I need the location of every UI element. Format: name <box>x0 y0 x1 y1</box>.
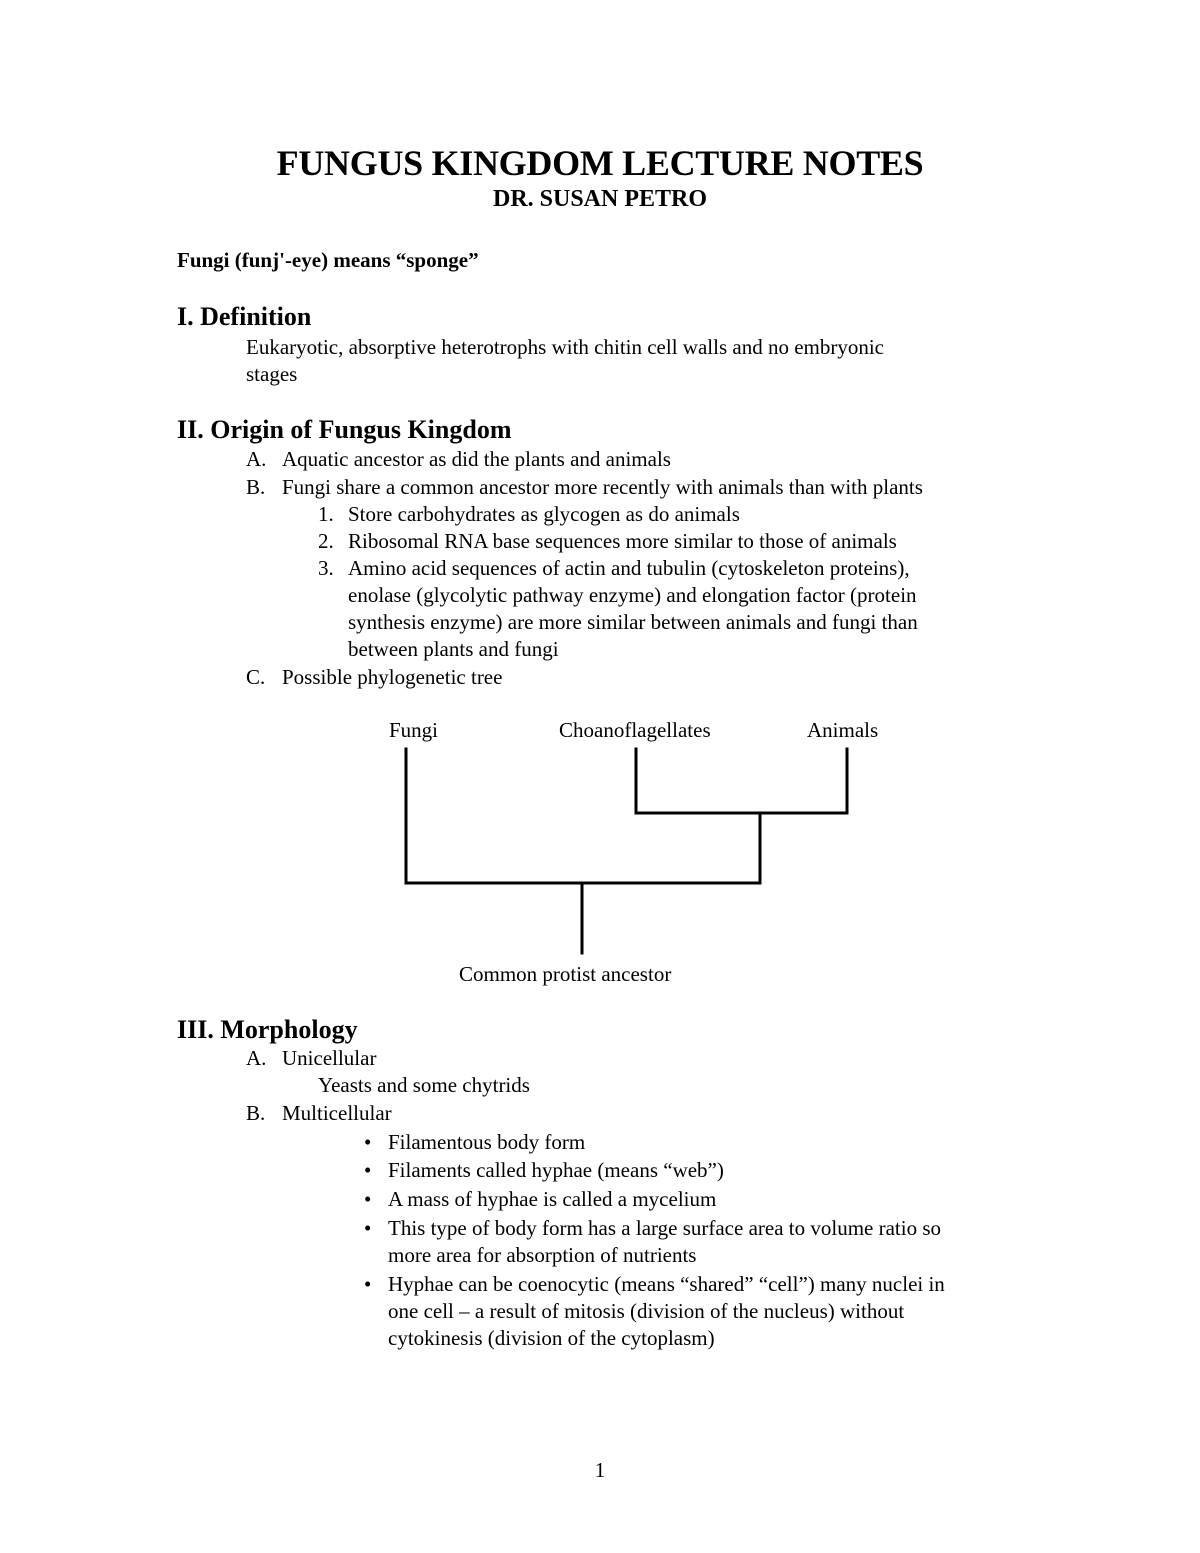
definition-line-2: stages <box>246 362 298 386</box>
intro-line: Fungi (funj'-eye) means “sponge” <box>177 248 479 272</box>
heading-definition: I. Definition <box>177 302 312 331</box>
tree-label-fungi: Fungi <box>389 718 439 742</box>
origin-b1-marker: 1. <box>318 502 334 526</box>
bullet-5-line-2: one cell – a result of mitosis (division of the nucleus) without <box>388 1299 905 1323</box>
bullet-1-line-1: Filamentous body form <box>388 1130 586 1154</box>
origin-a-text: Aquatic ancestor as did the plants and animals <box>282 447 671 471</box>
origin-b3-marker: 3. <box>318 556 334 580</box>
page-title: FUNGUS KINGDOM LECTURE NOTES <box>276 143 924 183</box>
origin-b-marker: B. <box>246 475 266 499</box>
morph-a-sub: Yeasts and some chytrids <box>318 1073 530 1097</box>
origin-b3-line-3: synthesis enzyme) are more similar between animals and fungi than <box>348 610 918 634</box>
origin-b3-line-1: Amino acid sequences of actin and tubulin (cytoskeleton proteins), <box>348 556 910 580</box>
bullet-dot: • <box>364 1216 372 1240</box>
bullet-dot: • <box>364 1272 372 1296</box>
bullet-2-line-1: Filaments called hyphae (means “web”) <box>388 1158 724 1182</box>
origin-a-marker: A. <box>246 447 267 471</box>
origin-b-text: Fungi share a common ancestor more recently with animals than with plants <box>282 475 923 499</box>
bullet-dot: • <box>364 1130 372 1154</box>
bullet-3-line-1: A mass of hyphae is called a mycelium <box>388 1187 717 1211</box>
tree-label-animals: Animals <box>807 718 879 742</box>
definition-line-1: Eukaryotic, absorptive heterotrophs with chitin cell walls and no embryonic <box>246 335 884 359</box>
morph-a-text: Unicellular <box>282 1046 377 1070</box>
heading-morphology: III. Morphology <box>177 1015 358 1044</box>
origin-b1-text: Store carbohydrates as glycogen as do animals <box>348 502 740 526</box>
morph-a-marker: A. <box>246 1046 267 1070</box>
origin-b3-line-2: enolase (glycolytic pathway enzyme) and elongation factor (protein <box>348 583 917 607</box>
origin-c-marker: C. <box>246 665 266 689</box>
heading-origin: II. Origin of Fungus Kingdom <box>177 415 512 444</box>
bullet-4-line-2: more area for absorption of nutrients <box>388 1243 697 1267</box>
origin-c-text: Possible phylogenetic tree <box>282 665 503 689</box>
bullet-dot: • <box>364 1158 372 1182</box>
bullet-4-line-1: This type of body form has a large surface area to volume ratio so <box>388 1216 942 1240</box>
origin-b2-marker: 2. <box>318 529 334 553</box>
origin-b3-line-4: between plants and fungi <box>348 637 559 661</box>
author-name: DR. SUSAN PETRO <box>492 186 708 212</box>
origin-b2-text: Ribosomal RNA base sequences more similar to those of animals <box>348 529 897 553</box>
tree-label-choanoflagellates: Choanoflagellates <box>559 718 711 742</box>
page-number: 1 <box>594 1458 606 1482</box>
bullet-5-line-1: Hyphae can be coenocytic (means “shared” “cell”) many nuclei in <box>388 1272 945 1296</box>
bullet-5-line-3: cytokinesis (division of the cytoplasm) <box>388 1326 715 1350</box>
bullet-dot: • <box>364 1187 372 1211</box>
morph-b-text: Multicellular <box>282 1101 392 1125</box>
morph-b-marker: B. <box>246 1101 266 1125</box>
tree-label-root: Common protist ancestor <box>459 962 672 986</box>
